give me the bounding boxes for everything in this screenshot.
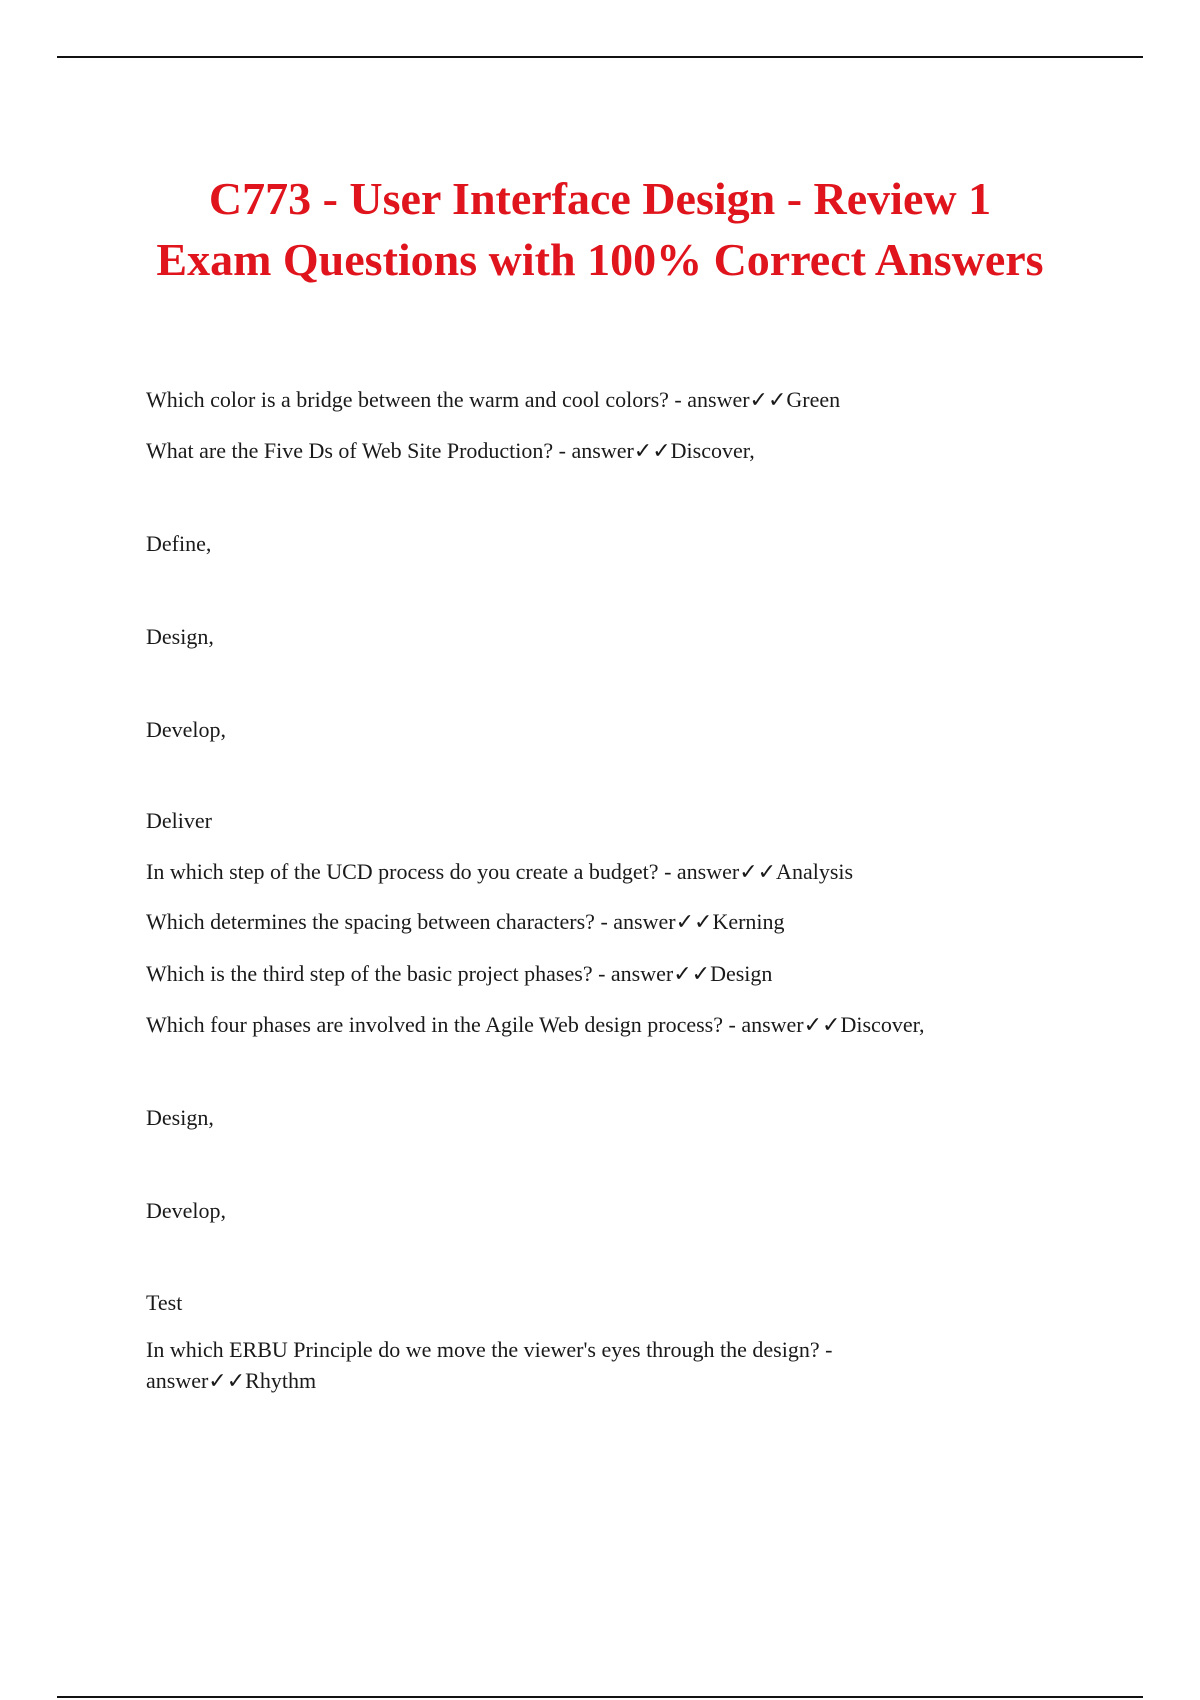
answer-continuation: Design, xyxy=(146,1105,214,1130)
qa-line: In which ERBU Principle do we move the viewer's eyes through the design? - answer✓✓Rhythm xyxy=(146,1337,833,1393)
qa-line: Which four phases are involved in the Agile Web design process? - answer✓✓Discover, xyxy=(146,1012,925,1037)
qa-line: What are the Five Ds of Web Site Production? - answer✓✓Discover, xyxy=(146,438,755,463)
qa-line: Which determines the spacing between characters? - answer✓✓Kerning xyxy=(146,909,785,934)
answer-continuation: Define, xyxy=(146,531,212,556)
answer-continuation: Develop, xyxy=(146,1198,227,1223)
qa-line: Which color is a bridge between the warm and cool colors? - answer✓✓Green xyxy=(146,387,841,412)
answer-continuation: Design, xyxy=(146,624,214,649)
answer-continuation: Test xyxy=(146,1290,183,1315)
bottom-rule xyxy=(57,1696,1143,1698)
qa-line: Which is the third step of the basic project phases? - answer✓✓Design xyxy=(146,961,773,986)
title-line-1: C773 - User Interface Design - Review 1 xyxy=(208,173,992,224)
top-rule xyxy=(57,56,1143,58)
title-line-2: Exam Questions with 100% Correct Answers xyxy=(156,234,1044,285)
answer-continuation: Deliver xyxy=(146,808,212,833)
document-title xyxy=(0,168,1200,290)
answer-continuation: Develop, xyxy=(146,717,227,742)
qa-line: In which step of the UCD process do you create a budget? - answer✓✓Analysis xyxy=(146,859,854,884)
